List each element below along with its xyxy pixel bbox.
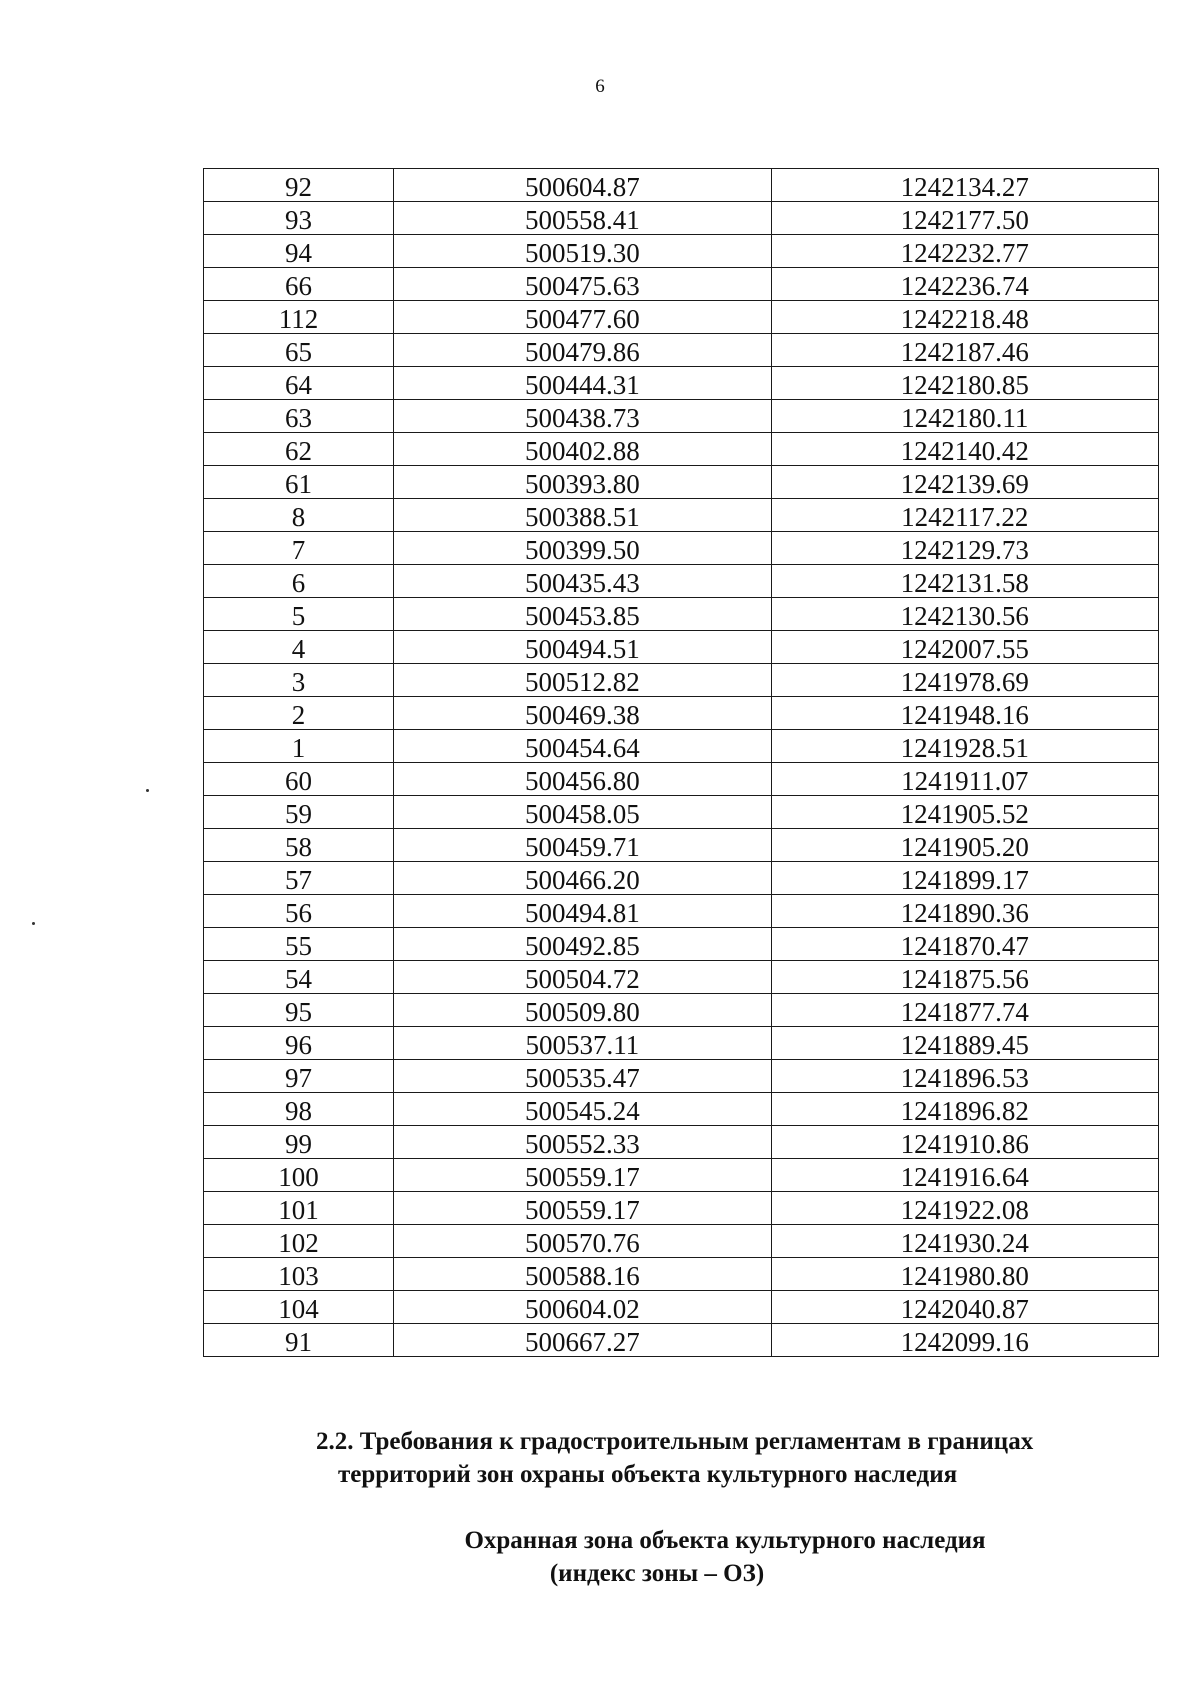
table-row: [204, 301, 1159, 334]
x-coordinate-cell: 500399.50: [394, 532, 771, 565]
coordinates-table-body: [204, 169, 1159, 1357]
point-number-cell: 101: [204, 1192, 394, 1225]
point-number-cell: 55: [204, 928, 394, 961]
point-number-cell: 1: [204, 730, 394, 763]
x-coordinate-cell: 500552.33: [394, 1126, 771, 1159]
y-coordinate-cell: 1241930.24: [771, 1225, 1158, 1258]
table-row: [204, 664, 1159, 697]
x-coordinate-cell: 500588.16: [394, 1258, 771, 1291]
x-coordinate-cell: 500475.63: [394, 268, 771, 301]
table-row: [204, 1258, 1159, 1291]
y-coordinate-cell: 1242177.50: [771, 202, 1158, 235]
y-coordinate-cell: 1241916.64: [771, 1159, 1158, 1192]
y-coordinate-cell: 1242117.22: [771, 499, 1158, 532]
x-coordinate-cell: 500438.73: [394, 400, 771, 433]
table-row: [204, 1027, 1159, 1060]
x-coordinate-cell: 500535.47: [394, 1060, 771, 1093]
x-coordinate-cell: 500558.41: [394, 202, 771, 235]
section-heading-line-2: территорий зон охраны объекта культурного наследия: [338, 1461, 958, 1488]
x-coordinate-cell: 500559.17: [394, 1159, 771, 1192]
x-coordinate-cell: 500454.64: [394, 730, 771, 763]
table-row: [204, 862, 1159, 895]
point-number-cell: 94: [204, 235, 394, 268]
x-coordinate-cell: 500453.85: [394, 598, 771, 631]
x-coordinate-cell: 500537.11: [394, 1027, 771, 1060]
x-coordinate-cell: 500604.87: [394, 169, 771, 202]
table-row: [204, 829, 1159, 862]
scan-speck: [146, 789, 149, 792]
table-row: [204, 499, 1159, 532]
zone-title-line-1: Охранная зона объекта культурного наследия: [464, 1527, 986, 1554]
point-number-cell: 56: [204, 895, 394, 928]
point-number-cell: 4: [204, 631, 394, 664]
x-coordinate-cell: 500570.76: [394, 1225, 771, 1258]
x-coordinate-cell: 500494.51: [394, 631, 771, 664]
y-coordinate-cell: 1241899.17: [771, 862, 1158, 895]
x-coordinate-cell: 500492.85: [394, 928, 771, 961]
x-coordinate-cell: 500545.24: [394, 1093, 771, 1126]
y-coordinate-cell: 1242139.69: [771, 466, 1158, 499]
table-row: [204, 763, 1159, 796]
coordinates-table: [203, 168, 1159, 1357]
table-row: [204, 169, 1159, 202]
y-coordinate-cell: 1241875.56: [771, 961, 1158, 994]
table-row: [204, 961, 1159, 994]
table-row: [204, 994, 1159, 1027]
table-row: [204, 466, 1159, 499]
point-number-cell: 63: [204, 400, 394, 433]
point-number-cell: 99: [204, 1126, 394, 1159]
point-number-cell: 98: [204, 1093, 394, 1126]
x-coordinate-cell: 500479.86: [394, 334, 771, 367]
table-row: [204, 1159, 1159, 1192]
point-number-cell: 93: [204, 202, 394, 235]
y-coordinate-cell: 1241905.52: [771, 796, 1158, 829]
point-number-cell: 95: [204, 994, 394, 1027]
table-row: [204, 235, 1159, 268]
table-row: [204, 268, 1159, 301]
point-number-cell: 100: [204, 1159, 394, 1192]
x-coordinate-cell: 500512.82: [394, 664, 771, 697]
y-coordinate-cell: 1242129.73: [771, 532, 1158, 565]
table-row: [204, 796, 1159, 829]
point-number-cell: 3: [204, 664, 394, 697]
point-number-cell: 6: [204, 565, 394, 598]
table-row: [204, 400, 1159, 433]
x-coordinate-cell: 500393.80: [394, 466, 771, 499]
table-row: [204, 565, 1159, 598]
y-coordinate-cell: 1241911.07: [771, 763, 1158, 796]
x-coordinate-cell: 500469.38: [394, 697, 771, 730]
x-coordinate-cell: 500509.80: [394, 994, 771, 1027]
x-coordinate-cell: 500435.43: [394, 565, 771, 598]
y-coordinate-cell: 1241877.74: [771, 994, 1158, 1027]
point-number-cell: 97: [204, 1060, 394, 1093]
point-number-cell: 92: [204, 169, 394, 202]
point-number-cell: 57: [204, 862, 394, 895]
y-coordinate-cell: 1241978.69: [771, 664, 1158, 697]
y-coordinate-cell: 1242140.42: [771, 433, 1158, 466]
x-coordinate-cell: 500504.72: [394, 961, 771, 994]
y-coordinate-cell: 1241870.47: [771, 928, 1158, 961]
page-number: 6: [595, 76, 605, 97]
table-row: [204, 1093, 1159, 1126]
y-coordinate-cell: 1242232.77: [771, 235, 1158, 268]
x-coordinate-cell: 500444.31: [394, 367, 771, 400]
point-number-cell: 66: [204, 268, 394, 301]
x-coordinate-cell: 500667.27: [394, 1324, 771, 1357]
y-coordinate-cell: 1242218.48: [771, 301, 1158, 334]
y-coordinate-cell: 1242007.55: [771, 631, 1158, 664]
y-coordinate-cell: 1241890.36: [771, 895, 1158, 928]
x-coordinate-cell: 500459.71: [394, 829, 771, 862]
table-row: [204, 697, 1159, 730]
y-coordinate-cell: 1241896.53: [771, 1060, 1158, 1093]
table-row: [204, 433, 1159, 466]
point-number-cell: 58: [204, 829, 394, 862]
x-coordinate-cell: 500477.60: [394, 301, 771, 334]
y-coordinate-cell: 1241980.80: [771, 1258, 1158, 1291]
table-row: [204, 367, 1159, 400]
table-row: [204, 598, 1159, 631]
point-number-cell: 60: [204, 763, 394, 796]
y-coordinate-cell: 1242134.27: [771, 169, 1158, 202]
table-row: [204, 928, 1159, 961]
table-row: [204, 532, 1159, 565]
zone-title: [0, 1524, 1200, 1590]
x-coordinate-cell: 500559.17: [394, 1192, 771, 1225]
table-row: [204, 1324, 1159, 1357]
x-coordinate-cell: 500458.05: [394, 796, 771, 829]
table-row: [204, 730, 1159, 763]
y-coordinate-cell: 1242099.16: [771, 1324, 1158, 1357]
x-coordinate-cell: 500604.02: [394, 1291, 771, 1324]
point-number-cell: 64: [204, 367, 394, 400]
zone-title-line-2: (индекс зоны – ОЗ): [549, 1560, 765, 1587]
table-row: [204, 1126, 1159, 1159]
point-number-cell: 54: [204, 961, 394, 994]
y-coordinate-cell: 1242131.58: [771, 565, 1158, 598]
point-number-cell: 112: [204, 301, 394, 334]
point-number-cell: 7: [204, 532, 394, 565]
y-coordinate-cell: 1241910.86: [771, 1126, 1158, 1159]
table-row: [204, 202, 1159, 235]
y-coordinate-cell: 1241896.82: [771, 1093, 1158, 1126]
y-coordinate-cell: 1241948.16: [771, 697, 1158, 730]
table-row: [204, 1291, 1159, 1324]
x-coordinate-cell: 500456.80: [394, 763, 771, 796]
x-coordinate-cell: 500519.30: [394, 235, 771, 268]
point-number-cell: 62: [204, 433, 394, 466]
point-number-cell: 59: [204, 796, 394, 829]
y-coordinate-cell: 1242180.11: [771, 400, 1158, 433]
table-row: [204, 631, 1159, 664]
point-number-cell: 2: [204, 697, 394, 730]
x-coordinate-cell: 500402.88: [394, 433, 771, 466]
point-number-cell: 5: [204, 598, 394, 631]
point-number-cell: 104: [204, 1291, 394, 1324]
section-heading: [316, 1425, 1146, 1491]
y-coordinate-cell: 1242187.46: [771, 334, 1158, 367]
y-coordinate-cell: 1242040.87: [771, 1291, 1158, 1324]
y-coordinate-cell: 1242180.85: [771, 367, 1158, 400]
y-coordinate-cell: 1241922.08: [771, 1192, 1158, 1225]
table-row: [204, 334, 1159, 367]
table-row: [204, 1060, 1159, 1093]
x-coordinate-cell: 500388.51: [394, 499, 771, 532]
section-heading-line-1: 2.2. Требования к градостроительным регламентам в границах: [316, 1428, 1034, 1455]
table-row: [204, 895, 1159, 928]
y-coordinate-cell: 1241889.45: [771, 1027, 1158, 1060]
y-coordinate-cell: 1242236.74: [771, 268, 1158, 301]
x-coordinate-cell: 500466.20: [394, 862, 771, 895]
y-coordinate-cell: 1241905.20: [771, 829, 1158, 862]
x-coordinate-cell: 500494.81: [394, 895, 771, 928]
point-number-cell: 91: [204, 1324, 394, 1357]
point-number-cell: 65: [204, 334, 394, 367]
table-row: [204, 1225, 1159, 1258]
point-number-cell: 103: [204, 1258, 394, 1291]
y-coordinate-cell: 1242130.56: [771, 598, 1158, 631]
scan-speck: [32, 922, 35, 925]
y-coordinate-cell: 1241928.51: [771, 730, 1158, 763]
table-row: [204, 1192, 1159, 1225]
point-number-cell: 61: [204, 466, 394, 499]
point-number-cell: 102: [204, 1225, 394, 1258]
point-number-cell: 8: [204, 499, 394, 532]
point-number-cell: 96: [204, 1027, 394, 1060]
